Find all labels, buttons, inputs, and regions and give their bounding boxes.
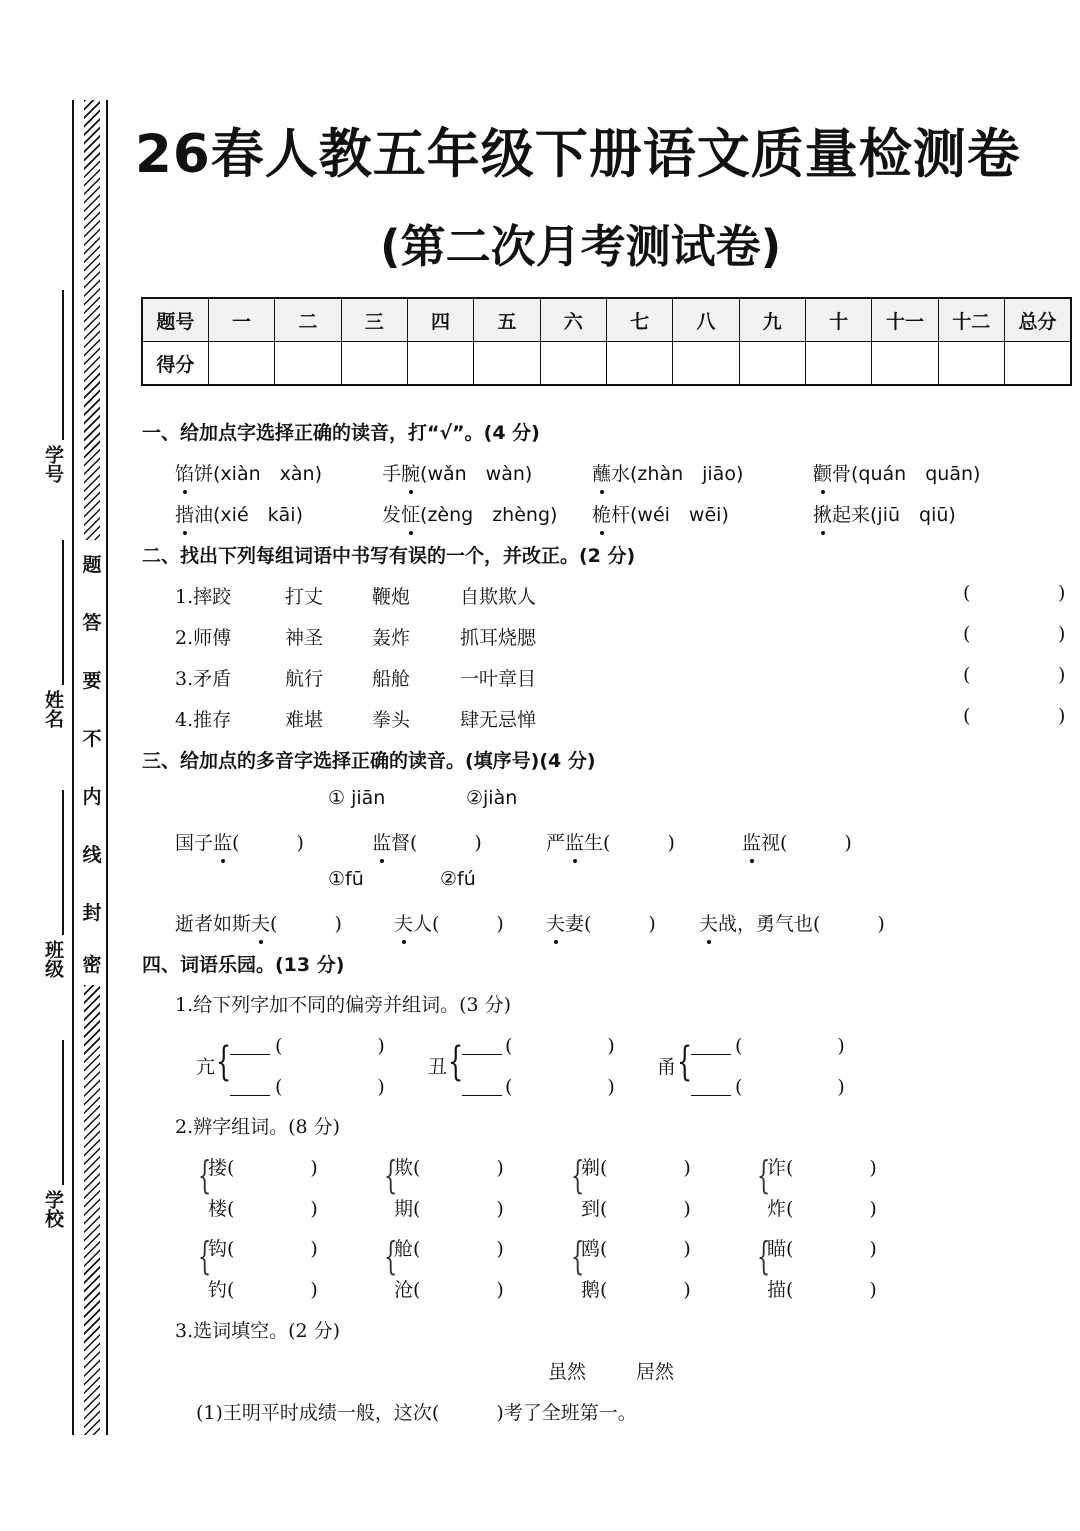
- score-cell[interactable]: [275, 342, 341, 386]
- header-cell: 总分: [1004, 298, 1071, 342]
- field-label-name: 姓名: [42, 690, 64, 728]
- q2-word: 1.摔跤: [175, 586, 232, 608]
- item-post: ( ): [270, 913, 342, 935]
- q2-word: 轰炸: [372, 627, 411, 649]
- q3-item[interactable]: [175, 828, 304, 855]
- q2-answer-slot[interactable]: [978, 625, 1054, 651]
- answer-paren-open: (: [963, 705, 971, 727]
- dotted-char: 监: [565, 828, 584, 855]
- dotted-char: 腕: [401, 459, 420, 486]
- pair-char[interactable]: 描( ): [767, 1279, 877, 1301]
- char: 诈: [767, 1157, 787, 1179]
- school-line[interactable]: [62, 1040, 64, 1185]
- pair-char[interactable]: 钓( ): [208, 1279, 318, 1301]
- radical-blank[interactable]: [462, 1095, 502, 1096]
- char: 炸: [767, 1198, 787, 1220]
- dotted-char: 夫: [546, 909, 565, 936]
- dotted-char: 监: [213, 828, 232, 855]
- char: 描: [767, 1279, 787, 1301]
- field-label-class: 班级: [42, 940, 64, 978]
- char: 欺: [394, 1157, 414, 1179]
- brace-icon: {: [198, 1234, 212, 1278]
- score-cell[interactable]: [673, 342, 739, 386]
- pair-char[interactable]: 期( ): [394, 1198, 504, 1220]
- char: 楼: [208, 1198, 228, 1220]
- score-table: [141, 297, 1072, 386]
- item-post: ( ): [232, 832, 304, 854]
- item-post: 水(zhàn jiāo): [611, 463, 744, 485]
- q3-option: ②jiàn: [466, 787, 518, 809]
- pair-char[interactable]: 鹅( ): [581, 1279, 691, 1301]
- item-post: 战，勇气也( ): [718, 913, 885, 935]
- char: 到: [581, 1198, 601, 1220]
- header-cell: 八: [673, 298, 739, 342]
- page-subtitle: (第二次月考测试卷): [380, 220, 782, 273]
- item-post: (wǎn wàn): [420, 463, 533, 485]
- q2-word: 抓耳烧腮: [460, 627, 537, 649]
- item-post: (zèng zhèng): [420, 504, 558, 526]
- q2-word: 3.矛盾: [175, 668, 232, 690]
- word-slot[interactable]: ( ): [505, 1035, 615, 1057]
- header-cell: 十: [805, 298, 871, 342]
- item-pre: 国子: [175, 832, 214, 854]
- item-pre: 手: [382, 463, 402, 485]
- q2-word: 船舱: [372, 668, 411, 690]
- q3-item[interactable]: [699, 909, 885, 936]
- header-cell: 九: [739, 298, 805, 342]
- row-label: 得分: [142, 342, 208, 386]
- q3-item[interactable]: [742, 828, 852, 855]
- seal-char: 要: [80, 668, 104, 694]
- seal-char: 答: [80, 610, 104, 636]
- q4-sub1: 1.给下列字加不同的偏旁并组词。(3 分): [175, 994, 512, 1016]
- item-post: 油(xié kāi): [194, 504, 303, 526]
- word-slot[interactable]: ( ): [505, 1076, 615, 1098]
- seal-char: 不: [80, 726, 104, 752]
- q1-heading: 一、给加点字选择正确的读音，打“√”。(4 分): [142, 422, 540, 444]
- score-table-score-row: [142, 342, 1071, 386]
- pair-char[interactable]: 楼( ): [208, 1198, 318, 1220]
- item-post: 饼(xiàn xàn): [194, 463, 322, 485]
- score-cell[interactable]: [474, 342, 540, 386]
- q3-option: ① jiān: [328, 787, 386, 809]
- field-label-student-id: 学号: [42, 445, 64, 483]
- word-slot[interactable]: ( ): [275, 1076, 385, 1098]
- brace-icon: {: [571, 1153, 585, 1197]
- dotted-char: 揩: [175, 500, 194, 527]
- brace-icon: {: [571, 1234, 585, 1278]
- answer-paren-close: ): [1058, 705, 1066, 727]
- q3-option: ②fú: [440, 868, 476, 890]
- q3-item[interactable]: [175, 909, 342, 936]
- dotted-char: 桅: [592, 500, 611, 527]
- q2-word: 自欺欺人: [460, 586, 537, 608]
- dotted-char: 怔: [401, 500, 420, 527]
- word-slot[interactable]: ( ): [735, 1076, 845, 1098]
- dotted-char: 监: [372, 828, 391, 855]
- seal-char: 封: [80, 900, 104, 926]
- char: 剃: [581, 1157, 601, 1179]
- q3-item[interactable]: [546, 828, 675, 855]
- score-cell[interactable]: [341, 342, 407, 386]
- dotted-char: 监: [742, 828, 761, 855]
- q1-item[interactable]: [813, 500, 956, 527]
- answer-paren-open: (: [963, 664, 971, 686]
- q2-word: 难堪: [285, 709, 324, 731]
- q2-answer-slot[interactable]: [978, 584, 1054, 610]
- seal-char: 密: [80, 952, 104, 978]
- seal-char: 题: [80, 552, 104, 578]
- char: 舱: [394, 1238, 414, 1260]
- dotted-char: 揪: [813, 500, 832, 527]
- dotted-char: 蘸: [592, 459, 611, 486]
- header-cell: 三: [341, 298, 407, 342]
- student-id-line[interactable]: [62, 290, 64, 440]
- q2-word: 2.师傅: [175, 627, 232, 649]
- q2-word: 航行: [285, 668, 324, 690]
- q3-option: ①fū: [328, 868, 364, 890]
- brace-icon: {: [384, 1234, 398, 1278]
- q3-item[interactable]: [394, 909, 504, 936]
- radical-char: 甬: [657, 1056, 677, 1078]
- header-cell: 六: [540, 298, 606, 342]
- char: 期: [394, 1198, 414, 1220]
- score-cell[interactable]: [407, 342, 473, 386]
- pair-char[interactable]: 炸( ): [767, 1198, 877, 1220]
- pair-char[interactable]: 诈( ): [767, 1157, 877, 1179]
- item-post: 生( ): [584, 832, 675, 854]
- char: 鹅: [581, 1279, 601, 1301]
- answer-paren-close: ): [1058, 582, 1066, 604]
- item-post: 督( ): [391, 832, 482, 854]
- header-cell: 五: [474, 298, 540, 342]
- class-line[interactable]: [62, 790, 64, 935]
- brace-icon: {: [677, 1039, 693, 1085]
- item-post: 骨(quán quān): [832, 463, 981, 485]
- binding-hatch-bottom: [84, 985, 100, 1435]
- score-cell[interactable]: [872, 342, 938, 386]
- dotted-char: 夫: [251, 909, 270, 936]
- seal-char: 内: [80, 784, 104, 810]
- answer-paren-open: (: [963, 623, 971, 645]
- radical-char: 亢: [196, 1056, 216, 1078]
- radical-blank[interactable]: [691, 1095, 731, 1096]
- q2-answer-slot[interactable]: [978, 666, 1054, 692]
- brace-icon: {: [448, 1039, 464, 1085]
- header-cell: 四: [407, 298, 473, 342]
- q4-sub3: 3.选词填空。(2 分): [175, 1320, 341, 1342]
- item-post: 杆(wéi wēi): [611, 504, 729, 526]
- q2-word: 肆无忌惮: [460, 709, 537, 731]
- q2-word: 鞭炮: [372, 586, 411, 608]
- score-cell[interactable]: [739, 342, 805, 386]
- q4-sub2: 2.辨字组词。(8 分): [175, 1116, 341, 1138]
- item-post: 妻( ): [565, 913, 656, 935]
- binding-line-right: [106, 100, 108, 1435]
- page-title: 26春人教五年级下册语文质量检测卷: [135, 124, 1021, 185]
- char: 鸥: [581, 1238, 601, 1260]
- pair-char[interactable]: 欺( ): [394, 1157, 504, 1179]
- q2-word: 一叶章目: [460, 668, 537, 690]
- q3-item[interactable]: [372, 828, 482, 855]
- item-post: 视( ): [761, 832, 852, 854]
- q2-heading: 二、找出下列每组词语中书写有误的一个，并改正。(2 分): [142, 545, 636, 567]
- header-cell: 题号: [142, 298, 208, 342]
- q1-item[interactable]: [592, 459, 743, 486]
- header-cell: 十二: [938, 298, 1004, 342]
- header-cell: 七: [606, 298, 672, 342]
- item-post: 起来(jiū qiū): [832, 504, 956, 526]
- brace-icon: {: [384, 1153, 398, 1197]
- q2-word: 打丈: [285, 586, 324, 608]
- dotted-char: 夫: [699, 909, 718, 936]
- score-cell[interactable]: [938, 342, 1004, 386]
- pair-char[interactable]: 鸥( ): [581, 1238, 691, 1260]
- char: 搂: [208, 1157, 228, 1179]
- item-pre: 严: [546, 832, 566, 854]
- q1-item[interactable]: [175, 459, 322, 486]
- radical-blank[interactable]: [691, 1054, 731, 1055]
- pair-char[interactable]: 瞄( ): [767, 1238, 877, 1260]
- brace-icon: {: [757, 1153, 771, 1197]
- score-cell[interactable]: [540, 342, 606, 386]
- answer-paren-open: (: [963, 582, 971, 604]
- q1-item[interactable]: [592, 500, 729, 527]
- header-cell: 一: [208, 298, 274, 342]
- binding-line-left: [72, 100, 74, 1435]
- radical-blank[interactable]: [462, 1054, 502, 1055]
- binding-hatch-top: [84, 100, 100, 540]
- word-choice: 虽然: [548, 1361, 587, 1383]
- word-slot[interactable]: ( ): [735, 1035, 845, 1057]
- radical-blank[interactable]: [230, 1095, 270, 1096]
- q2-word: 4.推存: [175, 709, 232, 731]
- item-post: 人( ): [413, 913, 504, 935]
- q1-item[interactable]: [175, 500, 303, 527]
- pair-char[interactable]: 到( ): [581, 1198, 691, 1220]
- pair-char[interactable]: 剃( ): [581, 1157, 691, 1179]
- q3-heading: 三、给加点的多音字选择正确的读音。(填序号)(4 分): [142, 750, 596, 772]
- q2-answer-slot[interactable]: [978, 707, 1054, 733]
- brace-icon: {: [216, 1039, 232, 1085]
- field-label-school: 学校: [42, 1190, 64, 1228]
- header-cell: 二: [275, 298, 341, 342]
- pair-char[interactable]: 沧( ): [394, 1279, 504, 1301]
- char: 钩: [208, 1238, 228, 1260]
- radical-blank[interactable]: [230, 1054, 270, 1055]
- char: 沧: [394, 1279, 414, 1301]
- pair-char[interactable]: 钩( ): [208, 1238, 318, 1260]
- brace-icon: {: [198, 1153, 212, 1197]
- brace-icon: {: [757, 1234, 771, 1278]
- dotted-char: 夫: [394, 909, 413, 936]
- radical-char: 丑: [428, 1056, 448, 1078]
- score-table-header-row: [142, 298, 1071, 342]
- dotted-char: 馅: [175, 459, 194, 486]
- char: 钓: [208, 1279, 228, 1301]
- q1-item[interactable]: [813, 459, 980, 486]
- score-cell[interactable]: [606, 342, 672, 386]
- answer-paren-close: ): [1058, 623, 1066, 645]
- item-pre: 发: [382, 504, 402, 526]
- q1-item[interactable]: [382, 459, 532, 486]
- q3-item[interactable]: [546, 909, 656, 936]
- dotted-char: 颧: [813, 459, 832, 486]
- answer-paren-close: ): [1058, 664, 1066, 686]
- q4-heading: 四、词语乐园。(13 分): [142, 954, 345, 976]
- word-slot[interactable]: ( ): [275, 1035, 385, 1057]
- q1-item[interactable]: [382, 500, 557, 527]
- seal-char: 线: [80, 842, 104, 868]
- pair-char[interactable]: 搂( ): [208, 1157, 318, 1179]
- name-line[interactable]: [62, 540, 64, 685]
- score-cell[interactable]: [208, 342, 274, 386]
- word-choice: 居然: [636, 1361, 675, 1383]
- score-cell[interactable]: [1004, 342, 1071, 386]
- char: 瞄: [767, 1238, 787, 1260]
- pair-char[interactable]: 舱( ): [394, 1238, 504, 1260]
- q2-word: 神圣: [285, 627, 324, 649]
- score-cell[interactable]: [805, 342, 871, 386]
- fill-sentence[interactable]: (1)王明平时成绩一般，这次( )考了全班第一。: [196, 1402, 637, 1424]
- header-cell: 十一: [872, 298, 938, 342]
- item-pre: 逝者如斯: [175, 913, 252, 935]
- q2-word: 拳头: [372, 709, 411, 731]
